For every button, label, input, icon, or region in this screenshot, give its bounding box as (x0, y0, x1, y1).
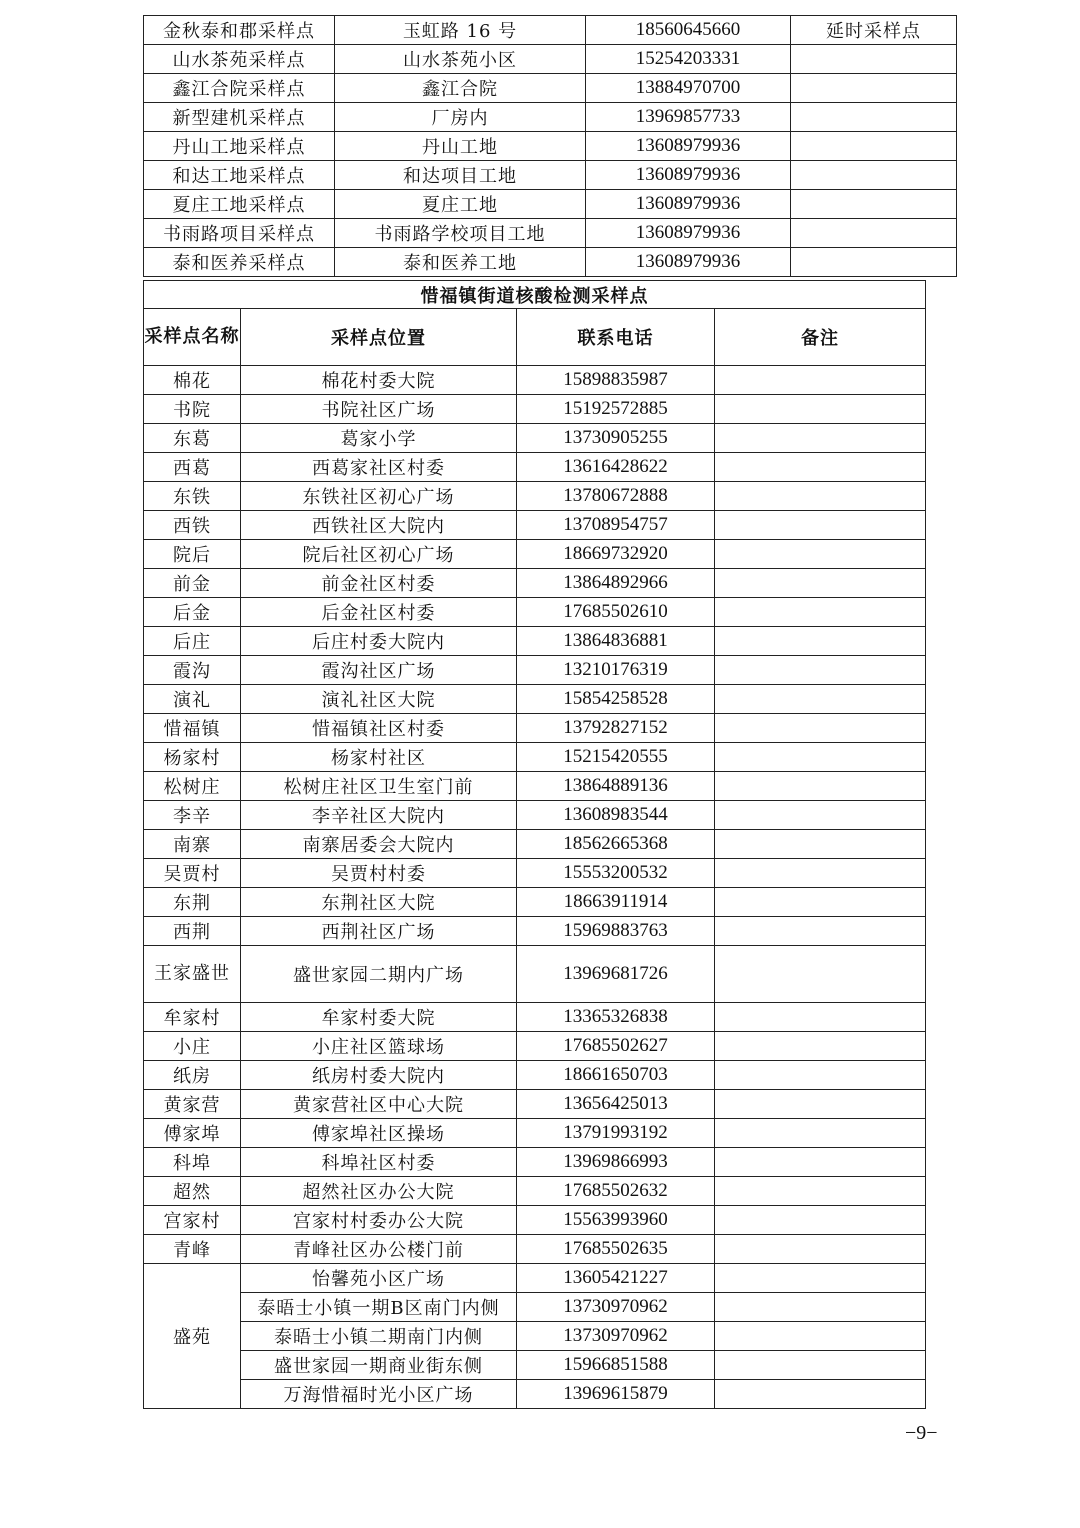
site-phone: 13969857733 (586, 103, 791, 132)
site-phone: 17685502635 (517, 1235, 715, 1264)
site-note (715, 1177, 926, 1206)
site-name: 牟家村 (144, 1003, 241, 1032)
site-location: 书院社区广场 (241, 395, 517, 424)
site-location: 棉花村委大院 (241, 366, 517, 395)
site-location: 鑫江合院 (335, 74, 586, 103)
site-name: 新型建机采样点 (144, 103, 335, 132)
header-name: 采样点名称 (144, 309, 241, 366)
site-phone: 13864892966 (517, 569, 715, 598)
table-row (144, 74, 957, 103)
site-location: 盛世家园二期内广场 (241, 946, 517, 1003)
site-note (715, 1264, 926, 1293)
site-phone: 13969681726 (517, 946, 715, 1003)
site-note (715, 859, 926, 888)
site-name: 霞沟 (144, 656, 241, 685)
site-location: 泰和医养工地 (335, 248, 586, 277)
table-row (144, 1206, 926, 1235)
site-phone: 13884970700 (586, 74, 791, 103)
site-name: 松树庄 (144, 772, 241, 801)
table-row (144, 888, 926, 917)
site-phone: 13616428622 (517, 453, 715, 482)
site-name: 东铁 (144, 482, 241, 511)
site-phone: 13656425013 (517, 1090, 715, 1119)
site-location: 杨家村社区 (241, 743, 517, 772)
site-name: 院后 (144, 540, 241, 569)
table-row (144, 1032, 926, 1061)
site-location: 松树庄社区卫生室门前 (241, 772, 517, 801)
site-phone: 15215420555 (517, 743, 715, 772)
site-note (715, 801, 926, 830)
site-name: 青峰 (144, 1235, 241, 1264)
table-row (144, 743, 926, 772)
site-location: 丹山工地 (335, 132, 586, 161)
site-note (715, 743, 926, 772)
site-note (715, 888, 926, 917)
site-name: 西葛 (144, 453, 241, 482)
table-row (144, 1090, 926, 1119)
table-row (144, 132, 957, 161)
site-location: 夏庄工地 (335, 190, 586, 219)
site-phone: 13864889136 (517, 772, 715, 801)
site-note (791, 219, 957, 248)
site-phone: 13780672888 (517, 482, 715, 511)
site-name: 黄家营 (144, 1090, 241, 1119)
site-name: 后金 (144, 598, 241, 627)
table-row (144, 1351, 926, 1380)
site-location: 和达项目工地 (335, 161, 586, 190)
site-note (715, 366, 926, 395)
site-name: 书雨路项目采样点 (144, 219, 335, 248)
site-phone: 13730970962 (517, 1293, 715, 1322)
site-location: 怡馨苑小区广场 (241, 1264, 517, 1293)
site-location: 李辛社区大院内 (241, 801, 517, 830)
site-name: 书院 (144, 395, 241, 424)
page-number: −9− (905, 1422, 938, 1444)
site-location: 演礼社区大院 (241, 685, 517, 714)
site-location: 科埠社区村委 (241, 1148, 517, 1177)
site-name: 王家盛世 (144, 946, 241, 1003)
table-row (144, 859, 926, 888)
table-row (144, 453, 926, 482)
site-name: 后庄 (144, 627, 241, 656)
table-row (144, 366, 926, 395)
site-phone: 18663911914 (517, 888, 715, 917)
table-header-row (144, 309, 926, 366)
table-row (144, 1235, 926, 1264)
site-phone: 13608979936 (586, 132, 791, 161)
site-phone: 15192572885 (517, 395, 715, 424)
site-location: 超然社区办公大院 (241, 1177, 517, 1206)
header-note: 备注 (715, 309, 926, 366)
site-note (715, 511, 926, 540)
table-row (144, 482, 926, 511)
site-location: 盛世家园一期商业街东侧 (241, 1351, 517, 1380)
site-name: 鑫江合院采样点 (144, 74, 335, 103)
site-name: 科埠 (144, 1148, 241, 1177)
site-note (791, 248, 957, 277)
site-note (791, 103, 957, 132)
site-phone: 13791993192 (517, 1119, 715, 1148)
site-name: 前金 (144, 569, 241, 598)
site-phone: 13864836881 (517, 627, 715, 656)
site-location: 青峰社区办公楼门前 (241, 1235, 517, 1264)
site-location: 后庄村委大院内 (241, 627, 517, 656)
table-row (144, 45, 957, 74)
site-phone: 13608979936 (586, 161, 791, 190)
site-location: 宫家村村委办公大院 (241, 1206, 517, 1235)
table-row (144, 424, 926, 453)
table-row (144, 190, 957, 219)
site-location: 吴贾村村委 (241, 859, 517, 888)
table-row (144, 395, 926, 424)
site-note (715, 772, 926, 801)
site-note (715, 1061, 926, 1090)
site-note (715, 424, 926, 453)
site-phone: 13730970962 (517, 1322, 715, 1351)
site-phone: 15898835987 (517, 366, 715, 395)
header-phone: 联系电话 (517, 309, 715, 366)
site-location: 小庄社区篮球场 (241, 1032, 517, 1061)
site-note (791, 190, 957, 219)
site-location: 纸房村委大院内 (241, 1061, 517, 1090)
site-phone: 15854258528 (517, 685, 715, 714)
table-row (144, 685, 926, 714)
site-name: 纸房 (144, 1061, 241, 1090)
site-note (715, 1351, 926, 1380)
site-location: 万海惜福时光小区广场 (241, 1380, 517, 1409)
site-location: 书雨路学校项目工地 (335, 219, 586, 248)
site-phone: 18669732920 (517, 540, 715, 569)
table-row (144, 540, 926, 569)
site-note (791, 132, 957, 161)
site-note (715, 714, 926, 743)
site-name: 西铁 (144, 511, 241, 540)
table-row (144, 1264, 926, 1293)
site-name: 西荆 (144, 917, 241, 946)
site-location: 西铁社区大院内 (241, 511, 517, 540)
site-location: 东铁社区初心广场 (241, 482, 517, 511)
table-row (144, 1119, 926, 1148)
site-note: 延时采样点 (791, 16, 957, 45)
site-location: 西葛家社区村委 (241, 453, 517, 482)
site-note (715, 1119, 926, 1148)
table-row (144, 801, 926, 830)
site-phone: 13708954757 (517, 511, 715, 540)
site-note (715, 540, 926, 569)
site-phone: 13608979936 (586, 190, 791, 219)
site-note (715, 1032, 926, 1061)
site-location: 泰晤士小镇二期南门内侧 (241, 1322, 517, 1351)
site-name: 夏庄工地采样点 (144, 190, 335, 219)
site-phone: 15966851588 (517, 1351, 715, 1380)
site-location: 西荆社区广场 (241, 917, 517, 946)
site-note (715, 1090, 926, 1119)
table-title: 惜福镇街道核酸检测采样点 (144, 281, 926, 309)
table-row (144, 1380, 926, 1409)
site-location: 东荆社区大院 (241, 888, 517, 917)
site-note (715, 1380, 926, 1409)
site-name: 小庄 (144, 1032, 241, 1061)
table-title-row (144, 281, 926, 309)
site-name: 傅家埠 (144, 1119, 241, 1148)
site-phone: 17685502627 (517, 1032, 715, 1061)
site-phone: 18562665368 (517, 830, 715, 859)
site-name: 演礼 (144, 685, 241, 714)
top-sampling-table (143, 15, 957, 277)
site-location: 前金社区村委 (241, 569, 517, 598)
site-name: 盛苑 (144, 1264, 241, 1409)
site-note (715, 656, 926, 685)
site-location: 霞沟社区广场 (241, 656, 517, 685)
site-name: 棉花 (144, 366, 241, 395)
site-note (791, 74, 957, 103)
site-name: 山水茶苑采样点 (144, 45, 335, 74)
site-note (715, 1322, 926, 1351)
table-row (144, 830, 926, 859)
site-location: 院后社区初心广场 (241, 540, 517, 569)
site-phone: 13608983544 (517, 801, 715, 830)
table-row (144, 714, 926, 743)
table-row (144, 1148, 926, 1177)
site-phone: 18661650703 (517, 1061, 715, 1090)
site-phone: 13969615879 (517, 1380, 715, 1409)
xifu-sampling-table (143, 280, 926, 1409)
site-note (715, 482, 926, 511)
site-location: 山水茶苑小区 (335, 45, 586, 74)
site-note (715, 685, 926, 714)
site-name: 吴贾村 (144, 859, 241, 888)
table-row (144, 248, 957, 277)
site-note (715, 395, 926, 424)
site-phone: 13969866993 (517, 1148, 715, 1177)
site-name: 南寨 (144, 830, 241, 859)
site-phone: 13605421227 (517, 1264, 715, 1293)
site-phone: 15563993960 (517, 1206, 715, 1235)
table-row (144, 656, 926, 685)
site-location: 泰晤士小镇一期B区南门内侧 (241, 1293, 517, 1322)
site-phone: 17685502610 (517, 598, 715, 627)
site-name: 杨家村 (144, 743, 241, 772)
site-name: 丹山工地采样点 (144, 132, 335, 161)
site-note (715, 1148, 926, 1177)
table-row (144, 1061, 926, 1090)
site-name: 超然 (144, 1177, 241, 1206)
site-phone: 15969883763 (517, 917, 715, 946)
site-name: 和达工地采样点 (144, 161, 335, 190)
site-note (791, 161, 957, 190)
site-note (715, 569, 926, 598)
site-location: 玉虹路 16 号 (335, 16, 586, 45)
site-note (715, 917, 926, 946)
site-location: 南寨居委会大院内 (241, 830, 517, 859)
site-name: 泰和医养采样点 (144, 248, 335, 277)
site-note (715, 1003, 926, 1032)
table-row (144, 598, 926, 627)
site-location: 厂房内 (335, 103, 586, 132)
table-row (144, 1177, 926, 1206)
site-note (715, 946, 926, 1003)
site-phone: 13608979936 (586, 248, 791, 277)
site-location: 后金社区村委 (241, 598, 517, 627)
site-phone: 17685502632 (517, 1177, 715, 1206)
site-phone: 13730905255 (517, 424, 715, 453)
table-row (144, 917, 926, 946)
table-row (144, 1003, 926, 1032)
site-location: 惜福镇社区村委 (241, 714, 517, 743)
site-phone: 13210176319 (517, 656, 715, 685)
site-note (715, 1293, 926, 1322)
table-row (144, 946, 926, 1003)
table-row (144, 1293, 926, 1322)
site-location: 牟家村委大院 (241, 1003, 517, 1032)
site-note (715, 627, 926, 656)
site-phone: 15553200532 (517, 859, 715, 888)
site-note (715, 830, 926, 859)
table-row (144, 569, 926, 598)
site-name: 东荆 (144, 888, 241, 917)
table-row (144, 161, 957, 190)
site-name: 李辛 (144, 801, 241, 830)
site-location: 傅家埠社区操场 (241, 1119, 517, 1148)
site-name: 东葛 (144, 424, 241, 453)
table-row (144, 16, 957, 45)
site-phone: 18560645660 (586, 16, 791, 45)
header-location: 采样点位置 (241, 309, 517, 366)
site-phone: 13365326838 (517, 1003, 715, 1032)
table-row (144, 1322, 926, 1351)
site-phone: 15254203331 (586, 45, 791, 74)
table-row (144, 219, 957, 248)
site-name: 金秋泰和郡采样点 (144, 16, 335, 45)
site-note (715, 1235, 926, 1264)
site-name: 惜福镇 (144, 714, 241, 743)
table-row (144, 103, 957, 132)
table-row (144, 772, 926, 801)
table-row (144, 627, 926, 656)
table-row (144, 511, 926, 540)
site-note (715, 1206, 926, 1235)
site-note (791, 45, 957, 74)
site-note (715, 598, 926, 627)
site-name: 宫家村 (144, 1206, 241, 1235)
site-note (715, 453, 926, 482)
site-location: 葛家小学 (241, 424, 517, 453)
site-phone: 13608979936 (586, 219, 791, 248)
site-location: 黄家营社区中心大院 (241, 1090, 517, 1119)
site-phone: 13792827152 (517, 714, 715, 743)
